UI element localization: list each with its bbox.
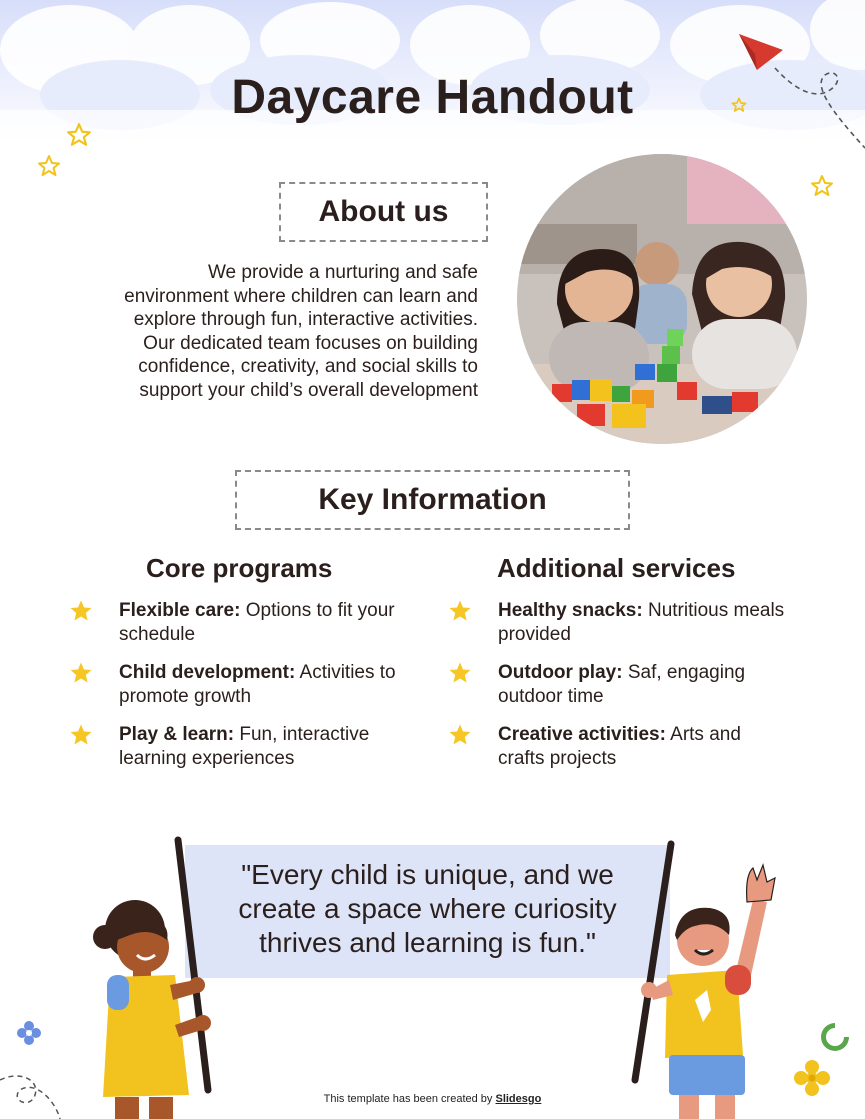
about-line: Our dedicated team focuses on building xyxy=(143,332,478,354)
list-item-label: Outdoor play: xyxy=(498,662,623,683)
list-item xyxy=(448,723,788,771)
footer-text: This template has been created by xyxy=(323,1093,496,1105)
leaf-icon xyxy=(818,1020,852,1054)
about-line: confidence, creativity, and social skills to xyxy=(138,356,478,378)
quote-line: "Every child is unique, and we xyxy=(241,859,614,890)
star-icon xyxy=(69,599,93,623)
star-icon xyxy=(37,152,61,180)
list-item-text xyxy=(498,661,788,709)
list-item-text xyxy=(498,599,788,647)
paper-plane-icon xyxy=(735,30,865,155)
star-icon xyxy=(66,122,92,148)
children-playing-photo xyxy=(517,154,807,444)
girl-illustration xyxy=(85,835,225,1119)
quote-text xyxy=(185,858,670,960)
star-icon xyxy=(448,723,472,747)
key-info-heading: Key Information xyxy=(235,470,630,530)
star-icon xyxy=(69,723,93,747)
list-item xyxy=(69,599,409,647)
list-item-description: Fun, interactive learning experiences xyxy=(119,724,370,769)
about-line: We provide a nurturing and safe xyxy=(207,262,478,283)
list-item-text xyxy=(498,723,788,771)
page-title: Daycare Handout xyxy=(231,71,634,124)
about-line: explore through fun, interactive activities. xyxy=(133,309,478,331)
about-line: support your child’s overall development xyxy=(139,379,478,401)
list-item-label: Play & learn: xyxy=(119,724,235,745)
list-item-text xyxy=(119,723,409,771)
list-item-label: Child development: xyxy=(119,662,296,683)
about-line: environment where children can learn and xyxy=(124,285,478,307)
list-item xyxy=(448,661,788,709)
about-heading: About us xyxy=(279,182,488,242)
list-item-description: Activities to promote growth xyxy=(119,662,396,707)
footer-credit xyxy=(0,1093,865,1105)
list-item xyxy=(69,661,409,709)
list-item-description: Saf, engaging outdoor time xyxy=(498,662,746,707)
flower-icon xyxy=(794,1060,830,1096)
list-item-description: Nutritious meals provided xyxy=(498,600,785,645)
dashed-trail-decoration xyxy=(0,1060,70,1119)
star-icon xyxy=(69,661,93,685)
about-text xyxy=(60,261,478,403)
list-item-label: Creative activities: xyxy=(498,724,666,745)
flower-icon xyxy=(16,1020,42,1046)
quote-line: thrives and learning is fun." xyxy=(259,927,596,958)
star-icon xyxy=(731,97,747,113)
list-item xyxy=(69,723,409,771)
core-programs-heading: Core programs xyxy=(146,553,333,583)
boy-illustration xyxy=(625,840,785,1119)
quote-line: create a space where curiosity xyxy=(238,893,617,924)
star-icon xyxy=(448,599,472,623)
list-item-text xyxy=(119,599,409,647)
list-item xyxy=(448,599,788,647)
list-item-text xyxy=(119,661,409,709)
list-item-description: Arts and crafts projects xyxy=(498,724,741,769)
slidesgo-link[interactable]: Slidesgo xyxy=(495,1093,542,1105)
star-icon xyxy=(448,661,472,685)
list-item-label: Flexible care: xyxy=(119,600,241,621)
list-item-label: Healthy snacks: xyxy=(498,600,643,621)
list-item-description: Options to fit your schedule xyxy=(119,600,395,645)
additional-services-heading: Additional services xyxy=(497,553,736,583)
star-icon xyxy=(810,174,834,198)
